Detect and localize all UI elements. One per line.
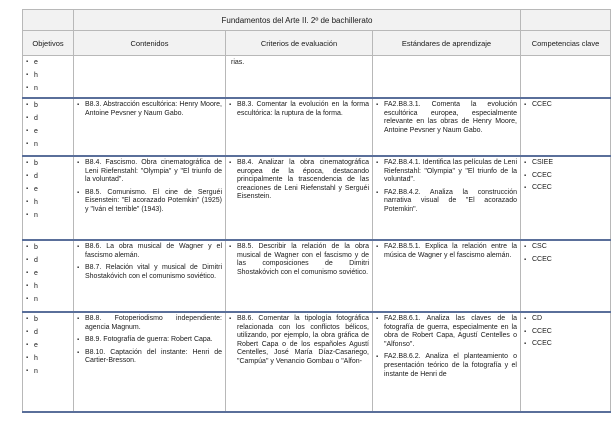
estandar-item: ▪ FA2.B8.6.1. Analiza las claves de la fotografía de guerra, especialmente en la obra de Robert Capa, Agustí Centelles o "Alfonso". [376,315,517,349]
contenido-item: ▪ B8.6. La obra musical de Wagner y el fascismo alemán. [77,243,222,260]
table-row [23,56,611,99]
table-title: Fundamentos del Arte II. 2º de bachillerato [74,10,521,31]
objetivos-list [23,56,73,93]
objetivo-item: ▪ e [26,127,70,136]
objetivo-item: ▪ d [26,114,70,123]
objetivo-item: ▪ n [26,295,70,304]
objetivo-item: ▪ h [26,71,70,80]
cell-estandares [373,312,521,412]
curriculum-table-sheet [22,9,610,413]
objetivo-item: ▪ d [26,256,70,265]
objetivo-item: ▪ e [26,58,70,67]
table-row [23,98,611,156]
competencia-item: ▪ CD [524,315,607,324]
objetivo-item: ▪ d [26,172,70,181]
objetivo-item: ▪ b [26,101,70,110]
objetivo-item: ▪ e [26,185,70,194]
estandar-item: ▪ FA2.B8.3.1. Comenta la evolución escultórica europea, especialmente relevante en las obras de Henry Moore, Antoine Pevsner y Naum Gabo. [376,101,517,135]
estandares-list [373,313,520,379]
cell-competencias [521,98,611,156]
contenidos-list [74,157,225,215]
cell-estandares [373,98,521,156]
criterios-list [226,241,372,277]
header-competencias: Competencias clave [521,31,611,56]
objetivo-item: ▪ n [26,84,70,93]
objetivo-item: ▪ h [26,282,70,291]
header-estandares: Estándares de aprendizaje [373,31,521,56]
competencias-list [521,99,610,110]
cell-criterios [226,312,373,412]
competencia-item: ▪ CSIEE [524,159,607,168]
objetivo-item: ▪ b [26,315,70,324]
cell-contenidos [74,98,226,156]
objetivo-item: ▪ e [26,269,70,278]
title-left-blank [23,10,74,31]
cell-objetivos [23,312,74,412]
objetivo-item: ▪ h [26,198,70,207]
table-body [23,56,611,413]
cell-objetivos [23,156,74,240]
criterios-list [226,99,372,118]
cell-estandares [373,56,521,99]
cell-criterios [226,240,373,312]
estandares-list [373,99,520,135]
cell-competencias [521,312,611,412]
competencia-item: ▪ CCEC [524,256,607,265]
estandares-list [373,241,520,260]
objetivo-item: ▪ n [26,140,70,149]
estandares-list [373,157,520,215]
cell-estandares [373,240,521,312]
contenido-item: ▪ B8.4. Fascismo. Obra cinematográfica de Leni Riefenstahl: "Olympia" y "El triunfo de la voluntad". [77,159,222,185]
cell-criterios [226,156,373,240]
objetivo-item: ▪ h [26,354,70,363]
contenido-item: ▪ B8.5. Comunismo. El cine de Serguéi Eisenstein: "El acorazado Potemkin" (1925) y "Iván el terrible" (1943). [77,189,222,215]
cell-estandares [373,156,521,240]
header-row [23,31,611,56]
estandar-item: ▪ FA2.B8.4.2. Analiza la construcción narrativa visual de "El acorazado Potemkin". [376,189,517,215]
title-right-blank [521,10,611,31]
competencia-item: ▪ CCEC [524,328,607,337]
table-row [23,312,611,412]
cell-contenidos [74,56,226,99]
competencias-list [521,313,610,349]
contenidos-list [74,313,225,366]
cell-criterios [226,98,373,156]
header-criterios: Criterios de evaluación [226,31,373,56]
objetivo-item: ▪ b [26,159,70,168]
objetivo-item: ▪ d [26,328,70,337]
competencia-item: ▪ CCEC [524,340,607,349]
contenido-item: ▪ B8.9. Fotografía de guerra: Robert Capa. [77,336,222,345]
competencia-item: ▪ CSC [524,243,607,252]
cell-contenidos [74,240,226,312]
contenido-item: ▪ B8.10. Captación del instante: Henri de Cartier-Bresson. [77,349,222,366]
competencia-item: ▪ CCEC [524,101,607,110]
cell-contenidos [74,312,226,412]
objetivo-item: ▪ e [26,341,70,350]
objetivos-list [23,99,73,149]
criterio-item: ▪ B8.4. Analizar la obra cinematográfica europea de la época, destacando principalmente la trascendencia de las creaciones de Leni Riefenstahl y Serguéi Eisenstein. [229,159,369,202]
cell-competencias [521,156,611,240]
competencias-list [521,241,610,264]
header-contenidos: Contenidos [74,31,226,56]
cell-objetivos [23,240,74,312]
contenidos-list [74,241,225,281]
cell-competencias [521,56,611,99]
estandar-item: ▪ FA2.B8.4.1. Identifica las películas de Leni Riefenstahl: "Olympia" y "El triunfo de la voluntad". [376,159,517,185]
criterio-item: ▪ B8.6. Comentar la tipología fotográfica relacionada con los conflictos bélicos, utilizando, por ejemplo, la obra gráfica de Robert Capa o de los españoles Agustí Centelles, José María Díaz-Casariego, "Campúa" y Venancio Gombau o "Alfon- [229,315,369,367]
curriculum-table [22,9,611,413]
objetivo-item: ▪ n [26,211,70,220]
contenido-item: ▪ B8.3. Abstracción escultórica: Henry Moore, Antoine Pevsner y Naum Gabo. [77,101,222,118]
cell-competencias [521,240,611,312]
criterios-list [226,157,372,202]
competencia-item: ▪ CCEC [524,184,607,193]
header-objetivos: Objetivos [23,31,74,56]
estandar-item: ▪ FA2.B8.5.1. Explica la relación entre la música de Wagner y el fascismo alemán. [376,243,517,260]
cell-objetivos [23,56,74,99]
contenido-item: ▪ B8.8. Fotoperiodismo independiente: agencia Magnum. [77,315,222,332]
table-row [23,156,611,240]
objetivos-list [23,313,73,376]
contenido-item: ▪ B8.7. Relación vital y musical de Dimitri Shostakóvich con el comunismo soviético. [77,264,222,281]
cell-criterios [226,56,373,99]
criterio-text: rias. [231,59,245,66]
objetivo-item: ▪ n [26,367,70,376]
competencia-item: ▪ CCEC [524,172,607,181]
criterio-item: ▪ B8.3. Comentar la evolución en la forma escultórica: la ruptura de la forma. [229,101,369,118]
table-row [23,240,611,312]
cell-contenidos [74,156,226,240]
objetivos-list [23,157,73,220]
cell-objetivos [23,98,74,156]
objetivo-item: ▪ b [26,243,70,252]
competencias-list [521,157,610,193]
objetivos-list [23,241,73,304]
criterios-list [226,313,372,367]
estandar-item: ▪ FA2.B8.6.2. Analiza el planteamiento o presentación teórico de la fotografía y el instante de Henri de [376,353,517,379]
contenidos-list [74,99,225,118]
criterio-item: ▪ B8.5. Describir la relación de la obra musical de Wagner con el fascismo y de las composiciones de Dimitri Shostakóvich con el comunismo soviético. [229,243,369,277]
